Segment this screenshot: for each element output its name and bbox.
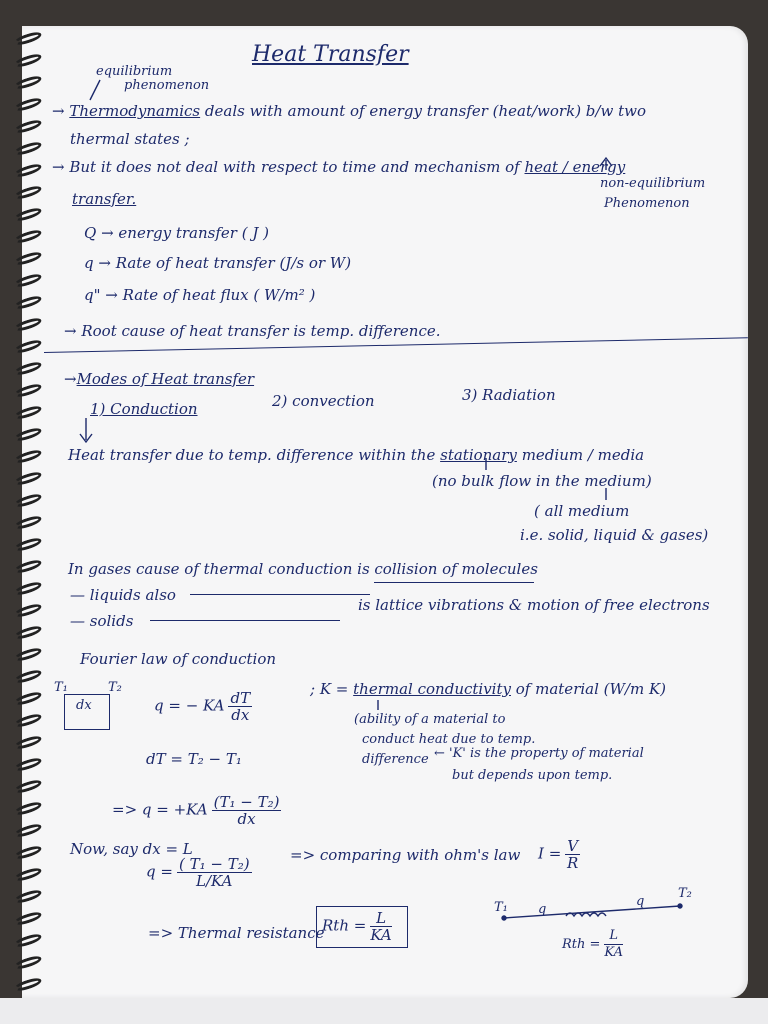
k-def2: of material (W/m K) — [515, 680, 667, 698]
ability-line-2: conduct heat due to temp. — [362, 732, 536, 747]
margin-note-equilibrium: equilibrium — [96, 64, 173, 79]
ohm-r: R — [567, 854, 579, 872]
gases-line: In gases cause of thermal conduction is collision of molecules — [68, 560, 538, 578]
thermal-resistance-label: => Thermal resistance — [148, 924, 325, 942]
all-medium: ( all medium — [534, 502, 630, 520]
fourier-q-eq: q = − KA — [154, 696, 225, 715]
conduction-arrow — [80, 418, 92, 442]
non-eq-arrow — [600, 158, 612, 170]
but-text: But it does not deal with respect to time and mechanism of — [69, 158, 520, 176]
rth-L: L — [370, 910, 391, 927]
circuit-wire — [504, 906, 680, 918]
no-bulk-flow: (no bulk flow in the medium) — [432, 472, 652, 490]
stationary-word: stationary — [440, 446, 517, 464]
resistor-symbol — [566, 913, 606, 916]
heat-energy-word: heat / energy — [524, 158, 626, 176]
dx-denominator: dx — [231, 706, 250, 724]
non-equilibrium-note: non-equilibrium — [600, 176, 706, 191]
circuit-t1: T₁ — [494, 900, 508, 915]
definition-flux: q" → Rate of heat flux ( W/m² ) — [84, 286, 316, 304]
conduction-def-start: Heat transfer due to temp. difference within the — [68, 446, 436, 464]
non-equilibrium-phenomenon-note: Phenomenon — [604, 196, 690, 211]
slab-t1: T₁ — [54, 680, 68, 695]
dT-equation: dT = T₂ − T₁ — [146, 750, 242, 768]
result-start: => q = +KA — [112, 800, 208, 819]
rth-KA: KA — [370, 926, 392, 944]
circuit-q-right: q — [636, 894, 645, 909]
circuit-q-left: q — [538, 902, 547, 917]
ohm-v: V — [567, 837, 579, 855]
margin-note-phenomenon: phenomenon — [124, 78, 210, 93]
modes-heading-text: Modes of Heat transfer — [76, 370, 255, 388]
solids-cause: is lattice vibrations & motion of free electrons — [358, 596, 710, 614]
ability-line-1: (ability of a material to — [354, 712, 506, 727]
thermo-line: → Thermodynamics deals with amount of energy transfer (heat/work) b/w two — [52, 102, 646, 120]
circuit-t2: T₂ — [678, 886, 692, 901]
q2-denominator: L/KA — [196, 872, 233, 890]
k-def: thermal conductivity — [353, 680, 511, 698]
mode-conduction: 1) Conduction — [90, 400, 198, 418]
conduction-def-end: medium / media — [521, 446, 645, 464]
circuit-rth-label: Rth = — [562, 937, 601, 952]
fourier-heading: Fourier law of conduction — [80, 650, 277, 668]
rth-label: Rth = — [322, 916, 367, 935]
ohm-comparison: => comparing with ohm's law — [290, 846, 521, 864]
thermo-rest: deals with amount of energy transfer (heat/work) b/w two — [204, 102, 646, 120]
k-property-1: ← 'K' is the property of material — [434, 746, 644, 761]
slab-dx: dx — [76, 698, 92, 713]
now-say-line: Now, say dx = L — [70, 840, 193, 858]
circuit-node-t2 — [678, 904, 682, 908]
thermodynamics-word: Thermodynamics — [69, 102, 201, 120]
dT-numerator: dT — [230, 689, 251, 707]
but-line: → But it does not deal with respect to time and mechanism of heat / energy — [52, 158, 626, 176]
circuit-rth-KA: KA — [604, 945, 623, 960]
slab-t2: T₂ — [108, 680, 122, 695]
thermo-line-2: thermal states ; — [70, 130, 190, 148]
mode-radiation: 3) Radiation — [462, 386, 556, 404]
solids-line: — solids — [70, 612, 134, 630]
result-denominator: dx — [237, 810, 256, 828]
page-title: Heat Transfer — [252, 42, 409, 67]
modes-heading: →Modes of Heat transfer — [64, 370, 255, 388]
k-label: ; K = — [310, 680, 349, 698]
circuit-rth-L: L — [604, 928, 623, 945]
ability-line-3: difference — [362, 752, 429, 767]
ohm-i: I = — [538, 844, 562, 863]
mode-convection: 2) convection — [272, 392, 375, 410]
q2-label: q = — [146, 862, 173, 881]
q2-numerator: ( T₁ − T₂) — [178, 855, 250, 873]
margin-arrow — [90, 80, 100, 100]
transfer-word: transfer. — [72, 190, 137, 208]
k-property-2: but depends upon temp. — [452, 768, 613, 783]
result-numerator: (T₁ − T₂) — [213, 793, 280, 811]
ie-solid-liquid-gas: i.e. solid, liquid & gases) — [520, 526, 709, 544]
definition-rate: q → Rate of heat transfer (J/s or W) — [84, 254, 352, 272]
definition-energy: Q → energy transfer ( J ) — [84, 224, 269, 242]
liquids-line: — liquids also — [70, 586, 176, 604]
root-cause-line: → Root cause of heat transfer is temp. difference. — [64, 322, 441, 340]
circuit-node-t1 — [502, 916, 506, 920]
